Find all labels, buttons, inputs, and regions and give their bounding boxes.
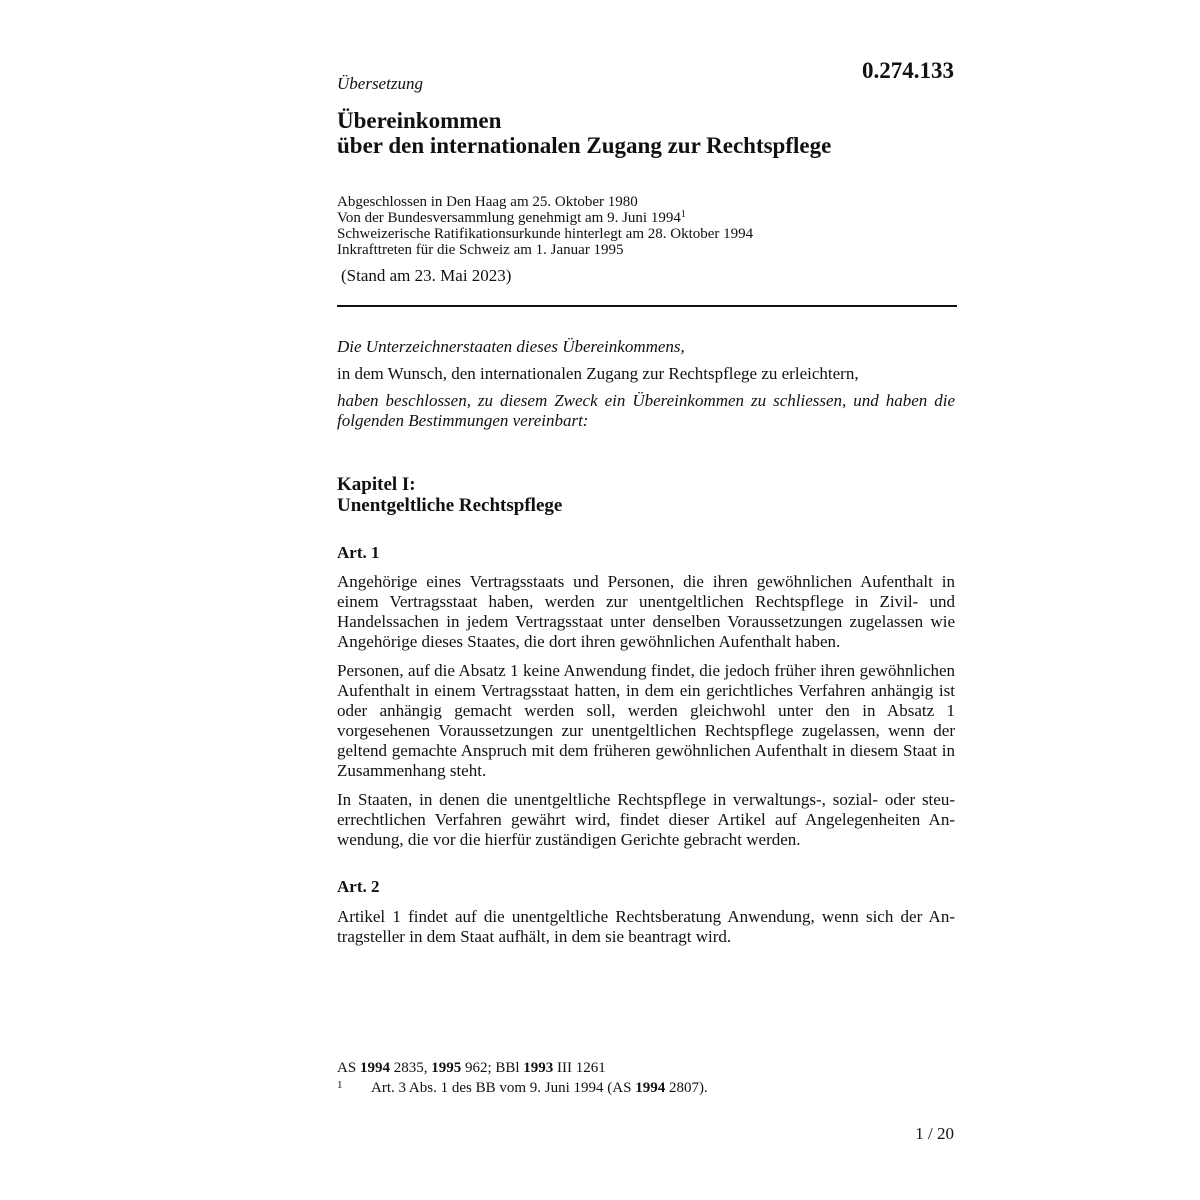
meta-approved: Von der Bundesversammlung genehmigt am 9. Juni 1994$^1$	[337, 209, 686, 226]
meta-concluded: Abgeschlossen in Den Haag am 25. Oktober 1980	[337, 194, 638, 210]
meta-in-force: Inkrafttreten für die Schweiz am 1. Januar 1995	[337, 242, 624, 258]
article-1-paragraph-1: Angehörige eines Vertragsstaats und Personen, die ihren gewöhnlichen Aufenthalt in einem Vertragsstaat haben, werden zur unentgeltlichen Rechtspflege in Zivil- und Handelssachen in jedem Vertragsstaat unter denselben Voraussetzungen zugelassen wie Angehörige dieses Staates, die dort ihren gewöhnlichen Aufenthalt haben.	[337, 572, 955, 651]
title-line-1: Übereinkommen	[337, 108, 502, 133]
meta-ratification: Schweizerische Ratifikationsurkunde hinterlegt am 28. Oktober 1994	[337, 226, 754, 242]
chapter-heading	[337, 474, 562, 516]
sr-number: 0.274.133	[862, 58, 954, 83]
article-1-heading: Art. 1	[337, 543, 380, 562]
title-line-2: über den internationalen Zugang zur Rechtspflege	[337, 133, 832, 158]
header-divider	[337, 305, 957, 307]
source-reference: AS 1994 2835, 1995 962; BBl 1993 III 1261	[337, 1060, 606, 1076]
article-1-paragraph-2: Personen, auf die Absatz 1 keine Anwendung findet, die jedoch früher ihren gewöhnlichen Aufenthalt in einem Vertragsstaat hatten, in dem ein gerichtliches Verfahren anhängig ist oder anhängig gemacht werden soll, werden gleichwohl unter den in Absatz 1 vorgesehenen Voraussetzungen zur unentgeltlichen Rechtspflege zugelassen, wenn der geltend gemachte Anspruch mit dem früheren gewöhnlichen Aufenthalt in diesem Staat in Zusammenhang steht.	[337, 661, 955, 780]
preamble-intro: Die Unterzeichnerstaaten dieses Übereinkommens,	[337, 337, 685, 356]
footnote-ref[interactable]: 1	[680, 209, 686, 220]
footnote-1: 1 Art. 3 Abs. 1 des BB vom 9. Juni 1994 (AS 1994 2807).	[337, 1079, 708, 1096]
document-title	[337, 108, 831, 158]
page-number: 1 / 20	[915, 1124, 954, 1143]
preamble-resolution: haben beschlossen, zu diesem Zweck ein Übereinkommen zu schliessen, und haben die folgenden Bestimmungen vereinbart:	[337, 391, 955, 430]
status-date: (Stand am 23. Mai 2023)	[341, 266, 512, 285]
translation-label: Übersetzung	[337, 74, 423, 93]
article-2-paragraph-1: Artikel 1 findet auf die unentgeltliche Rechtsberatung Anwendung, wenn sich der Antragsteller in dem Staat aufhält, in dem sie beantragt wird.	[337, 907, 955, 946]
chapter-number: Kapitel I:	[337, 474, 416, 495]
article-2-heading: Art. 2	[337, 877, 380, 896]
chapter-title: Unentgeltliche Rechtspflege	[337, 495, 563, 516]
preamble-desire: in dem Wunsch, den internationalen Zugang zur Rechtspflege zu erleichtern,	[337, 364, 859, 383]
document-meta	[337, 194, 753, 258]
article-1-paragraph-3: In Staaten, in denen die unentgeltliche Rechtspflege in verwaltungs-, sozial- oder steuerrechtlichen Verfahren gewährt wird, findet dieser Artikel auf Angelegenheiten Anwendung, die vor die hierfür zuständigen Gerichte gebracht werden.	[337, 790, 955, 849]
